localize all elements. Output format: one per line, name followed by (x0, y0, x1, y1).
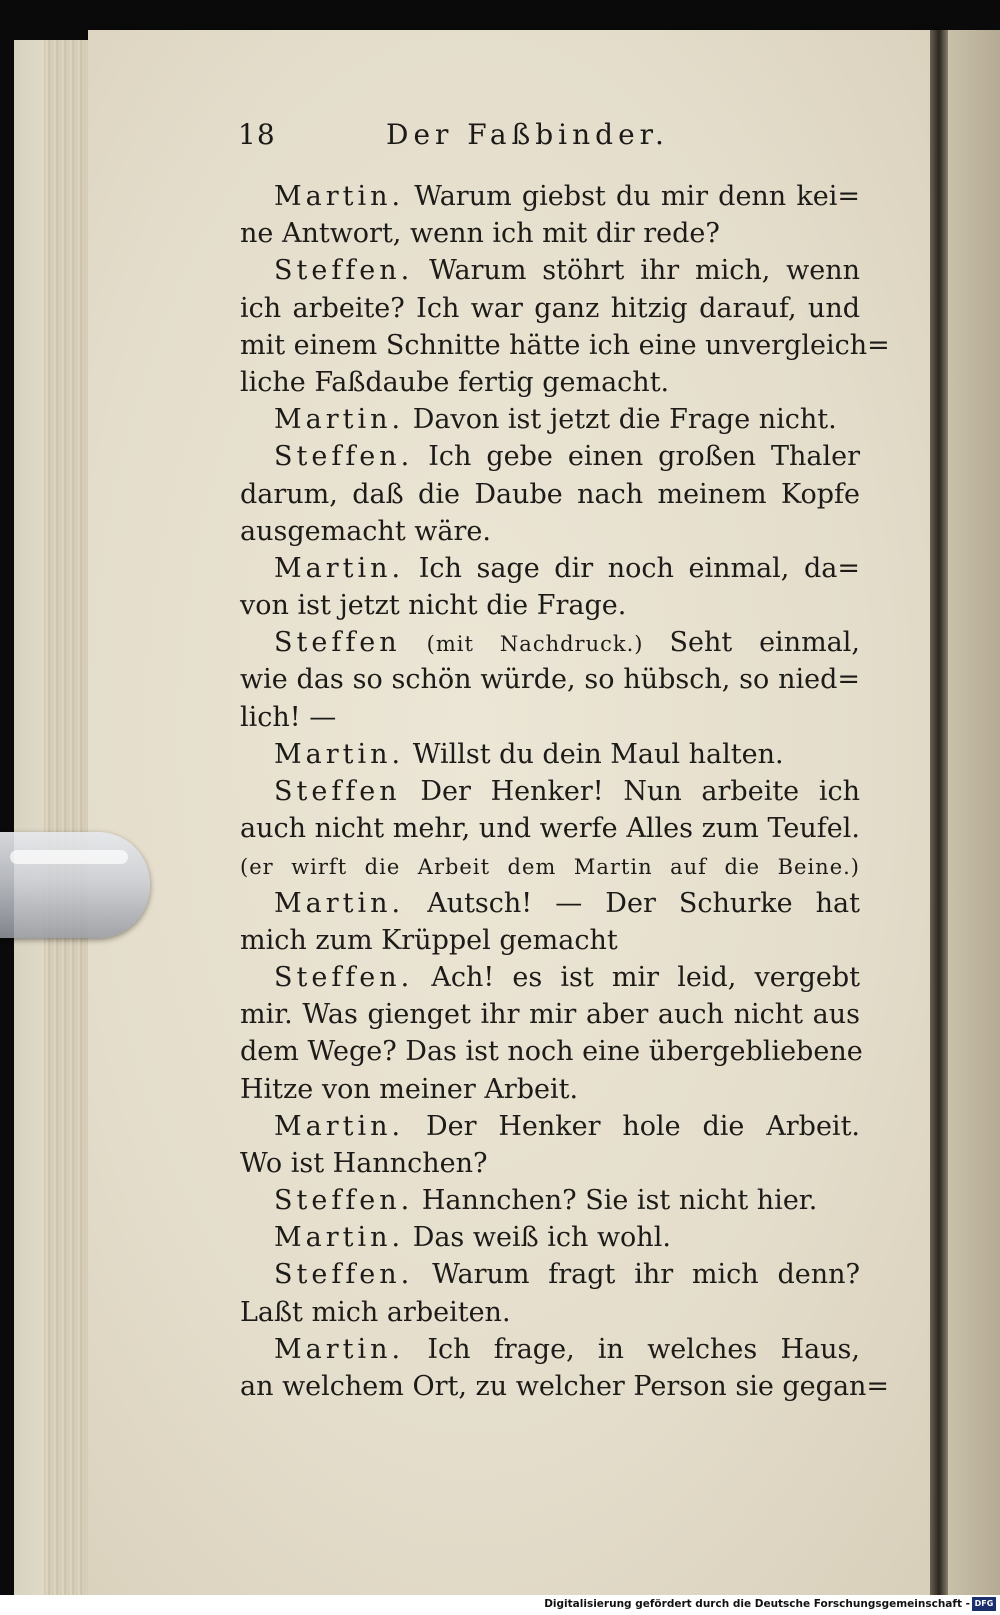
speaker-name: Martin. (274, 887, 405, 919)
text-line (240, 847, 860, 884)
line-text: Ich frage, in welches Haus, (404, 1333, 860, 1365)
line-text: wie das so schön würde, so hübsch, so nied= (240, 664, 860, 696)
speaker-name: Martin. (274, 552, 405, 584)
line-text: Autsch! — Der Schurke hat (404, 887, 860, 919)
speaker-name: Martin. (274, 1333, 405, 1365)
line-text: Das weiß ich wohl. (404, 1222, 671, 1254)
page-edges (44, 40, 92, 1595)
line-text: Ach! es ist mir leid, vergebt (413, 961, 860, 993)
text-line (240, 885, 860, 922)
body-text (240, 178, 890, 1405)
text-line (240, 550, 860, 587)
line-text: Warum stöhrt ihr mich, wenn (413, 255, 860, 287)
line-text: Seht einmal, (669, 627, 860, 659)
text-line (240, 215, 860, 252)
line-text: Ich gebe einen großen Thaler (413, 441, 860, 473)
footer-credit: Digitalisierung gefördert durch die Deutsche Forschungsgemeinschaft - (544, 1598, 970, 1610)
text-line (240, 773, 860, 810)
speaker-name: Martin. (274, 1110, 405, 1142)
line-text: Der Henker hole die Arbeit. (404, 1110, 860, 1142)
text-line (240, 252, 860, 289)
line-text: Davon ist jetzt die Frage nicht. (404, 404, 837, 436)
text-line (240, 364, 860, 401)
line-text: mich zum Krüppel gemacht (240, 924, 618, 956)
line-text: an welchem Ort, zu welcher Person sie gegan= (240, 1371, 890, 1402)
dfg-logo: DFG (972, 1597, 996, 1611)
text-line (240, 810, 860, 847)
text-line (240, 587, 860, 624)
stage-direction: (mit Nachdruck.) (400, 632, 670, 657)
text-line (240, 401, 860, 438)
text-line (240, 996, 860, 1033)
text-line (240, 661, 860, 698)
text-line (240, 1256, 860, 1293)
text-line (240, 1331, 860, 1368)
page-number: 18 (238, 118, 276, 151)
text-line (240, 290, 860, 327)
stage-direction: (er wirft die Arbeit dem Martin auf die Beine.) (240, 855, 860, 880)
line-text: Warum giebst du mir denn kei= (404, 181, 860, 212)
text-line (240, 178, 860, 215)
speaker-name: Steffen. (274, 1185, 414, 1217)
text-line (240, 1108, 860, 1145)
text-line (240, 327, 890, 364)
text-line (240, 1219, 860, 1256)
line-text: liche Faßdaube fertig gemacht. (240, 366, 670, 398)
speaker-name: Martin. (274, 738, 405, 770)
text-line (240, 1145, 860, 1182)
line-text: Der Henker! Nun arbeite ich (400, 776, 860, 807)
line-text: Wo ist Hannchen? (240, 1147, 488, 1179)
speaker-name: Steffen. (274, 441, 414, 473)
speaker-name: Steffen. (274, 1259, 414, 1291)
line-text: von ist jetzt nicht die Frage. (240, 590, 627, 622)
line-text: dem Wege? Das ist noch eine übergebliebene (240, 1036, 863, 1068)
line-text: Laßt mich arbeiten. (240, 1296, 511, 1328)
text-line (240, 1033, 863, 1070)
speaker-name: Steffen (274, 627, 401, 659)
speaker-name: Martin. (274, 404, 405, 436)
line-text: ausgemacht wäre. (240, 515, 491, 547)
line-text: Hitze von meiner Arbeit. (240, 1073, 579, 1105)
line-text: ich arbeite? Ich war ganz hitzig darauf, und (240, 292, 860, 324)
text-line (240, 1294, 860, 1331)
text-line (240, 699, 860, 736)
page-weight-clamp (0, 832, 150, 938)
line-text: ne Antwort, wenn ich mit dir rede? (240, 218, 720, 250)
line-text: auch nicht mehr, und werfe Alles zum Teufel. (240, 813, 860, 845)
text-line (240, 736, 860, 773)
running-head: Der Faßbinder. (386, 118, 669, 151)
text-line (240, 438, 860, 475)
text-line (240, 959, 860, 996)
book-gutter (930, 30, 948, 1595)
text-line (240, 1182, 860, 1219)
line-text: Warum fragt ihr mich denn? (413, 1259, 860, 1291)
facing-page-edge (948, 30, 1000, 1595)
line-text: darum, daß die Daube nach meinem Kopfe (240, 478, 860, 510)
page-header (238, 118, 858, 158)
speaker-name: Steffen (274, 776, 401, 807)
speaker-name: Steffen. (274, 255, 414, 287)
text-line (240, 476, 860, 513)
line-text: Willst du dein Maul halten. (404, 738, 784, 770)
text-line (240, 513, 860, 550)
text-line (240, 922, 860, 959)
text-line (240, 1368, 890, 1405)
line-text: Hannchen? Sie ist nicht hier. (413, 1185, 818, 1217)
text-line (240, 624, 860, 661)
speaker-name: Steffen. (274, 961, 414, 993)
line-text: Ich sage dir noch einmal, da= (404, 552, 860, 584)
line-text: mir. Was gienget ihr mir aber auch nicht aus (240, 999, 860, 1031)
speaker-name: Martin. (274, 1222, 405, 1254)
line-text: lich! — (240, 701, 337, 733)
line-text: mit einem Schnitte hätte ich eine unvergleich= (240, 329, 890, 361)
speaker-name: Martin. (274, 181, 405, 212)
text-line (240, 1071, 860, 1108)
